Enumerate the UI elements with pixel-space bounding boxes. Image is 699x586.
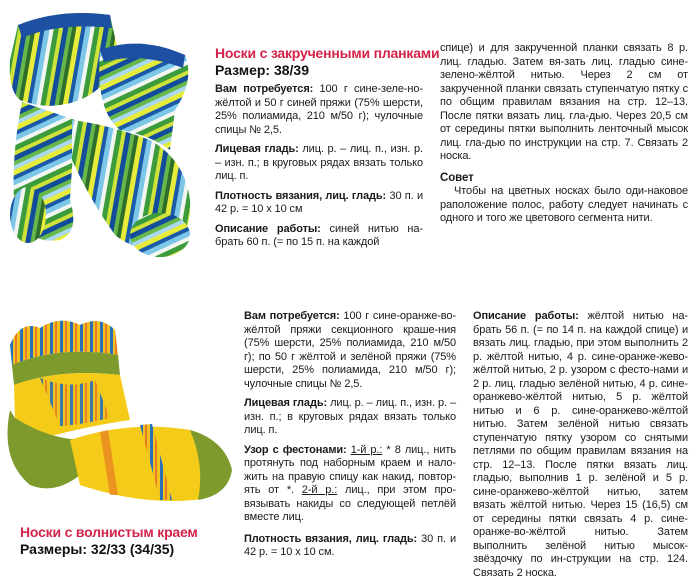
article1-stitch-label: Лицевая гладь: [215, 143, 299, 155]
article2-stitch [244, 397, 456, 438]
article2-title: Носки с волнистым краем [20, 524, 198, 540]
article2-desc-label: Описание работы: [473, 310, 579, 322]
article2-scallop-row2: 2-й р.: [301, 484, 338, 496]
article2-scallop-text2: лиц., при этом про-вязывать накиды со следующей петлёй вместе лиц. [244, 484, 456, 523]
article1-column-2 [440, 42, 688, 232]
article1-stitch [215, 143, 423, 184]
article1-description-cont: спице) и для закрученной планки связать 8 р. лиц. гладью. Затем вя-зать лиц. гладью сине-зелено-жёлтой нитью. Через 2 см от закрученной планки связать ступенчатую пятку с по общим правилам вязания на стр. 12–13. После пятки вязать лиц. гла-дью. Через 20,5 см от середины пятки выполнить ленточный мысок лиц. гла-дью по инструкции на стр. 7. Связать 2 носка. [440, 42, 688, 162]
article2-scallop-label: Узор с фестонами: [244, 443, 347, 456]
article2-column-1 [244, 310, 456, 566]
article1-description [215, 223, 423, 250]
article1-size: Размер: 38/39 [215, 62, 310, 78]
article2-scallop-text1: * 8 лиц., нить протянуть под наборным краем и нало-жить на правую спицу как накид, повтор-ять от *. [244, 443, 456, 496]
article2-scallop [244, 444, 456, 525]
article1-gauge-label: Плотность вязания, лиц. гладь: [215, 189, 387, 202]
article2-column-2 [473, 310, 688, 586]
article1-materials [215, 83, 423, 137]
article1-tip-title: Совет [440, 171, 474, 184]
article2-stitch-label: Лицевая гладь: [244, 397, 328, 409]
article1-desc-label: Описание работы: [215, 222, 321, 235]
article1-desc-text: синей нитью на-брать 60 п. (= по 15 п. на каждой [215, 222, 423, 248]
article2-materials-text: 100 г сине-оранже-во-жёлтой пряжи секционного краше-ния (75% шерсти, 25% полиамида, 210 м/50 г); по 50 г жёлтой и зелёной пряжи (75% шерсти, 25% полиамида, 210 м/50 г); чулочные спицы № 2,5. [244, 310, 456, 390]
article1-stitch-text: лиц. р. – лиц. п., изн. р. – изн. п.; в круговых рядах вязать только лиц. п. [215, 143, 423, 182]
article1-gauge [215, 190, 423, 217]
article1-tip-text: Чтобы на цветных носках было оди-наковое раположение полос, работу следует начинать с одного и того же цветового сегмента нити. [440, 185, 688, 224]
article1-materials-label: Вам потребуется: [215, 83, 314, 95]
article2-size: Размеры: 32/33 (34/35) [20, 541, 175, 557]
article2-description [473, 310, 688, 580]
article2-gauge-label: Плотность вязания, лиц. гладь: [244, 532, 418, 545]
article1-column-1 [215, 83, 423, 256]
article1-materials-text: 100 г сине-зеле-но-жёлтой и 50 г синей пряжи (75% шерсти, 25% полиамида, 210 м/50 г); чулочные спицы № 2,5. [215, 83, 423, 136]
article2-desc-text: жёлтой нитью на-брать 56 п. (= по 14 п. на каждой спице) и вязать лиц. гладью, при этом выполнить 2 р. жёлтой нитью, 4 р. сине-оранже-жево-жёлтой нитью, 2 р. узором с фесто-нами и 2 р. лиц. гладью зелёной нитью, 4 р. сине-оранжево-жёлтой нитью, 5 р. жёлтой нитью и 6 р. сине-оранжево-жёлтой нитью. Затем зелёной нитью связать ступенчатую пятку узором со снятыми петлями по общим правилам вязания на стр. 12–13. После пятки вязать лиц. гладью, выполнив 1 р. зелёной и 5 р. сине-оранжево-жёлтой нитью, затем вязать жёлтой нитью. Через 15 (16,5) см от середины пятки связать 4 р. сине-оранже-во-жёлтой нитью. Затем выполнить зелёной нитью мысок-звёздочку по ин-струкции на стр. 124. Связать 2 носка. [473, 310, 688, 579]
article2-materials [244, 310, 456, 391]
yellow-sock-photo [0, 300, 235, 515]
article1-title: Носки с закрученными планками [215, 45, 440, 61]
article2-materials-label: Вам потребуется: [244, 310, 340, 322]
article1-gauge-text: 30 п. и 42 р. = 10 х 10 см [215, 189, 423, 215]
article2-stitch-text: лиц. р. – лиц. п., изн. р. – изн. п.; в круговых рядах вязать только лиц. п. [244, 397, 456, 436]
article2-scallop-row1: 1-й р.: [350, 443, 383, 456]
striped-socks-photo [0, 0, 215, 270]
article2-gauge-text: 30 п. и 42 р. = 10 х 10 см. [244, 532, 456, 558]
article2-gauge [244, 533, 456, 560]
